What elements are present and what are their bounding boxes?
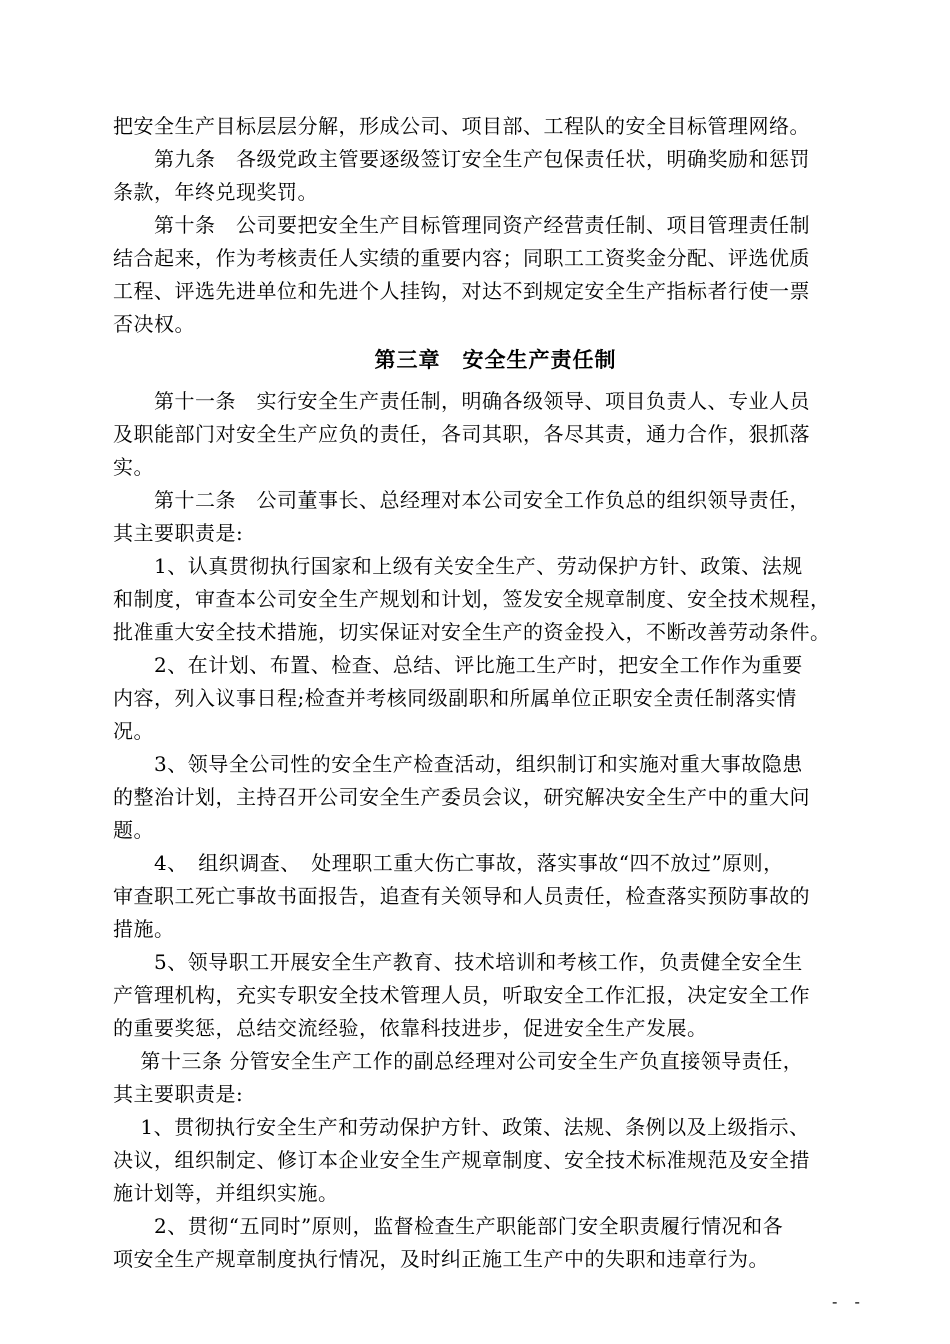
paragraph: [113, 484, 878, 550]
text-line: 措施。: [113, 917, 175, 941]
text-line: 题。: [113, 818, 154, 842]
paragraph: [113, 385, 878, 484]
paragraph: [113, 1111, 878, 1210]
paragraph: [113, 649, 878, 748]
paragraphs-before-chapter: [113, 110, 878, 341]
text-line: 的整治计划，主持召开公司安全生产委员会议，研究解决安全生产中的重大问: [113, 785, 810, 809]
text-line: 项安全生产规章制度执行情况，及时纠正施工生产中的失职和违章行为。: [113, 1247, 769, 1271]
text-line: 第九条 各级党政主管要逐级签订安全生产包保责任状，明确奖励和惩罚: [113, 147, 810, 171]
paragraph: [113, 847, 878, 946]
text-line: 实。: [113, 455, 154, 479]
text-line: 其主要职责是:: [113, 1082, 244, 1106]
paragraph: [113, 209, 878, 341]
text-line: 工程、评选先进单位和先进个人挂钩，对达不到规定安全生产指标者行使一票: [113, 279, 810, 303]
chapter-heading: 第三章 安全生产责任制: [374, 348, 617, 372]
text-line: 产管理机构，充实专职安全技术管理人员，听取安全工作汇报，决定安全工作: [113, 983, 810, 1007]
text-line: 1、认真贯彻执行国家和上级有关安全生产、劳动保护方针、政策、法规: [113, 554, 803, 578]
paragraph: [113, 550, 878, 649]
text-line: 况。: [113, 719, 154, 743]
text-line: 3、领导全公司性的安全生产检查活动，组织制订和实施对重大事故隐患: [113, 752, 803, 776]
text-line: 2、在计划、布置、检查、总结、评比施工生产时，把安全工作作为重要: [113, 653, 803, 677]
text-line: 第十三条 分管安全生产工作的副总经理对公司安全生产负直接领导责任，: [113, 1049, 804, 1073]
text-line: 和制度，审查本公司安全生产规划和计划，签发安全规章制度、安全技术规程，: [113, 587, 831, 611]
text-line: 结合起来，作为考核责任人实绩的重要内容；同职工工资奖金分配、评选优质: [113, 246, 810, 270]
paragraphs-after-chapter: [113, 385, 878, 1276]
document-body: [113, 110, 878, 1276]
text-line: 把安全生产目标层层分解，形成公司、项目部、工程队的安全目标管理网络。: [113, 114, 810, 138]
text-line: 否决权。: [113, 312, 195, 336]
paragraph: [113, 946, 878, 1045]
text-line: 2、贯彻“五同时”原则，监督检查生产职能部门安全职责履行情况和各: [113, 1214, 784, 1238]
text-line: 其主要职责是:: [113, 521, 244, 545]
paragraph: [113, 1210, 878, 1276]
text-line: 决议，组织制定、修订本企业安全生产规章制度、安全技术标准规范及安全措: [113, 1148, 810, 1172]
paragraph: [113, 748, 878, 847]
text-line: 审查职工死亡事故书面报告，追查有关领导和人员责任，检查落实预防事故的: [113, 884, 810, 908]
text-line: 第十二条 公司董事长、总经理对本公司安全工作负总的组织领导责任，: [113, 488, 810, 512]
text-line: 4、 组织调查、 处理职工重大伤亡事故，落实事故“四不放过”原则，: [113, 851, 784, 875]
text-line: 第十条 公司要把安全生产目标管理同资产经营责任制、项目管理责任制: [113, 213, 810, 237]
text-line: 批准重大安全技术措施，切实保证对安全生产的资金投入，不断改善劳动条件。: [113, 620, 831, 644]
text-line: 内容，列入议事日程;检查并考核同级副职和所属单位正职安全责任制落实情: [113, 686, 797, 710]
paragraph: [113, 110, 878, 143]
paragraph: [113, 143, 878, 209]
text-line: 施计划等，并组织实施。: [113, 1181, 339, 1205]
text-line: 的重要奖惩，总结交流经验，依靠科技进步，促进安全生产发展。: [113, 1016, 708, 1040]
page-footer: - -: [832, 1292, 866, 1311]
paragraph: [113, 1045, 878, 1111]
text-line: 1、贯彻执行安全生产和劳动保护方针、政策、法规、条例以及上级指示、: [113, 1115, 810, 1139]
text-line: 及职能部门对安全生产应负的责任，各司其职，各尽其责，通力合作，狠抓落: [113, 422, 810, 446]
text-line: 第十一条 实行安全生产责任制，明确各级领导、项目负责人、专业人员: [113, 389, 810, 413]
text-line: 5、领导职工开展安全生产教育、技术培训和考核工作，负责健全安全生: [113, 950, 803, 974]
text-line: 条款，年终兑现奖罚。: [113, 180, 318, 204]
